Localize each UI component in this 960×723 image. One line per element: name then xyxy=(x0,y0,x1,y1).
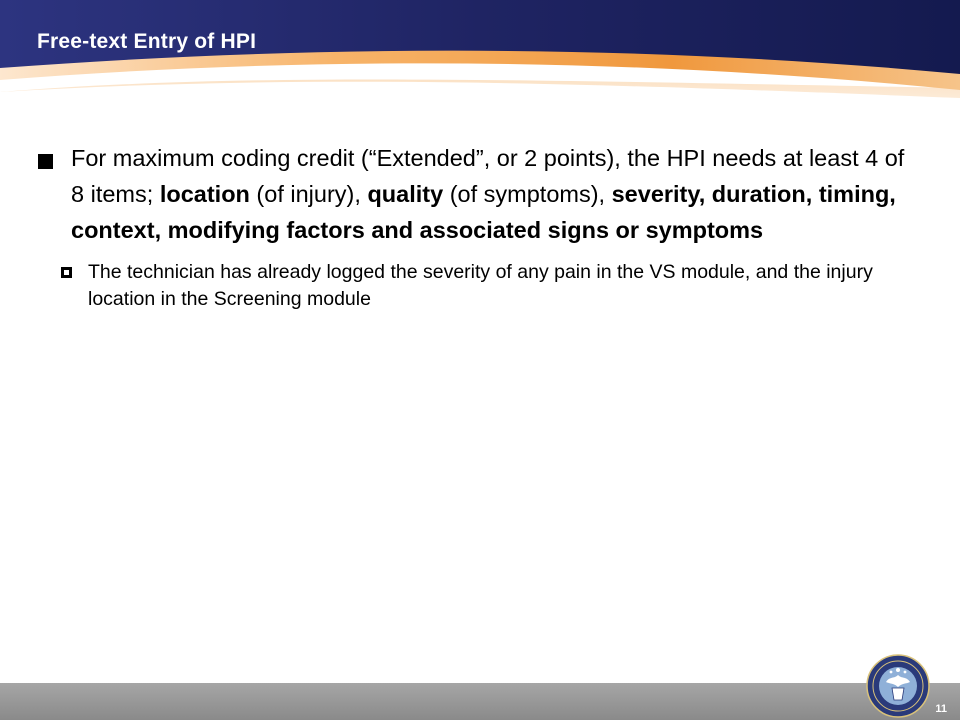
title-banner xyxy=(0,0,960,140)
bullet-text xyxy=(71,140,918,248)
bullet-text-part: For maximum coding credit (“Extended”, or 2 points), the HPI needs at least 4 of 8 items; xyxy=(71,145,905,207)
bullet-text-part: (of symptoms), xyxy=(443,181,612,207)
title-banner-graphic xyxy=(0,0,960,140)
square-bullet-icon xyxy=(38,154,53,169)
bold-term-location: location xyxy=(159,181,250,207)
bold-term-list: severity, duration, timing, context, modifying factors and associated signs or symptoms xyxy=(71,181,896,243)
slide-title: Free-text Entry of HPI xyxy=(37,30,257,53)
sub-bullet-item xyxy=(61,259,918,313)
footer-bar xyxy=(0,683,960,720)
department-of-defense-seal-icon xyxy=(866,654,930,718)
sub-bullet-text: The technician has already logged the severity of any pain in the VS module, and the injury location in the Screening module xyxy=(88,261,873,310)
bold-term-quality: quality xyxy=(367,181,444,207)
page-number: 11 xyxy=(935,703,947,715)
slide-body xyxy=(38,140,918,313)
bullet-item xyxy=(38,140,918,248)
hollow-square-bullet-icon xyxy=(61,267,72,278)
bullet-text-part: (of injury), xyxy=(249,181,368,207)
